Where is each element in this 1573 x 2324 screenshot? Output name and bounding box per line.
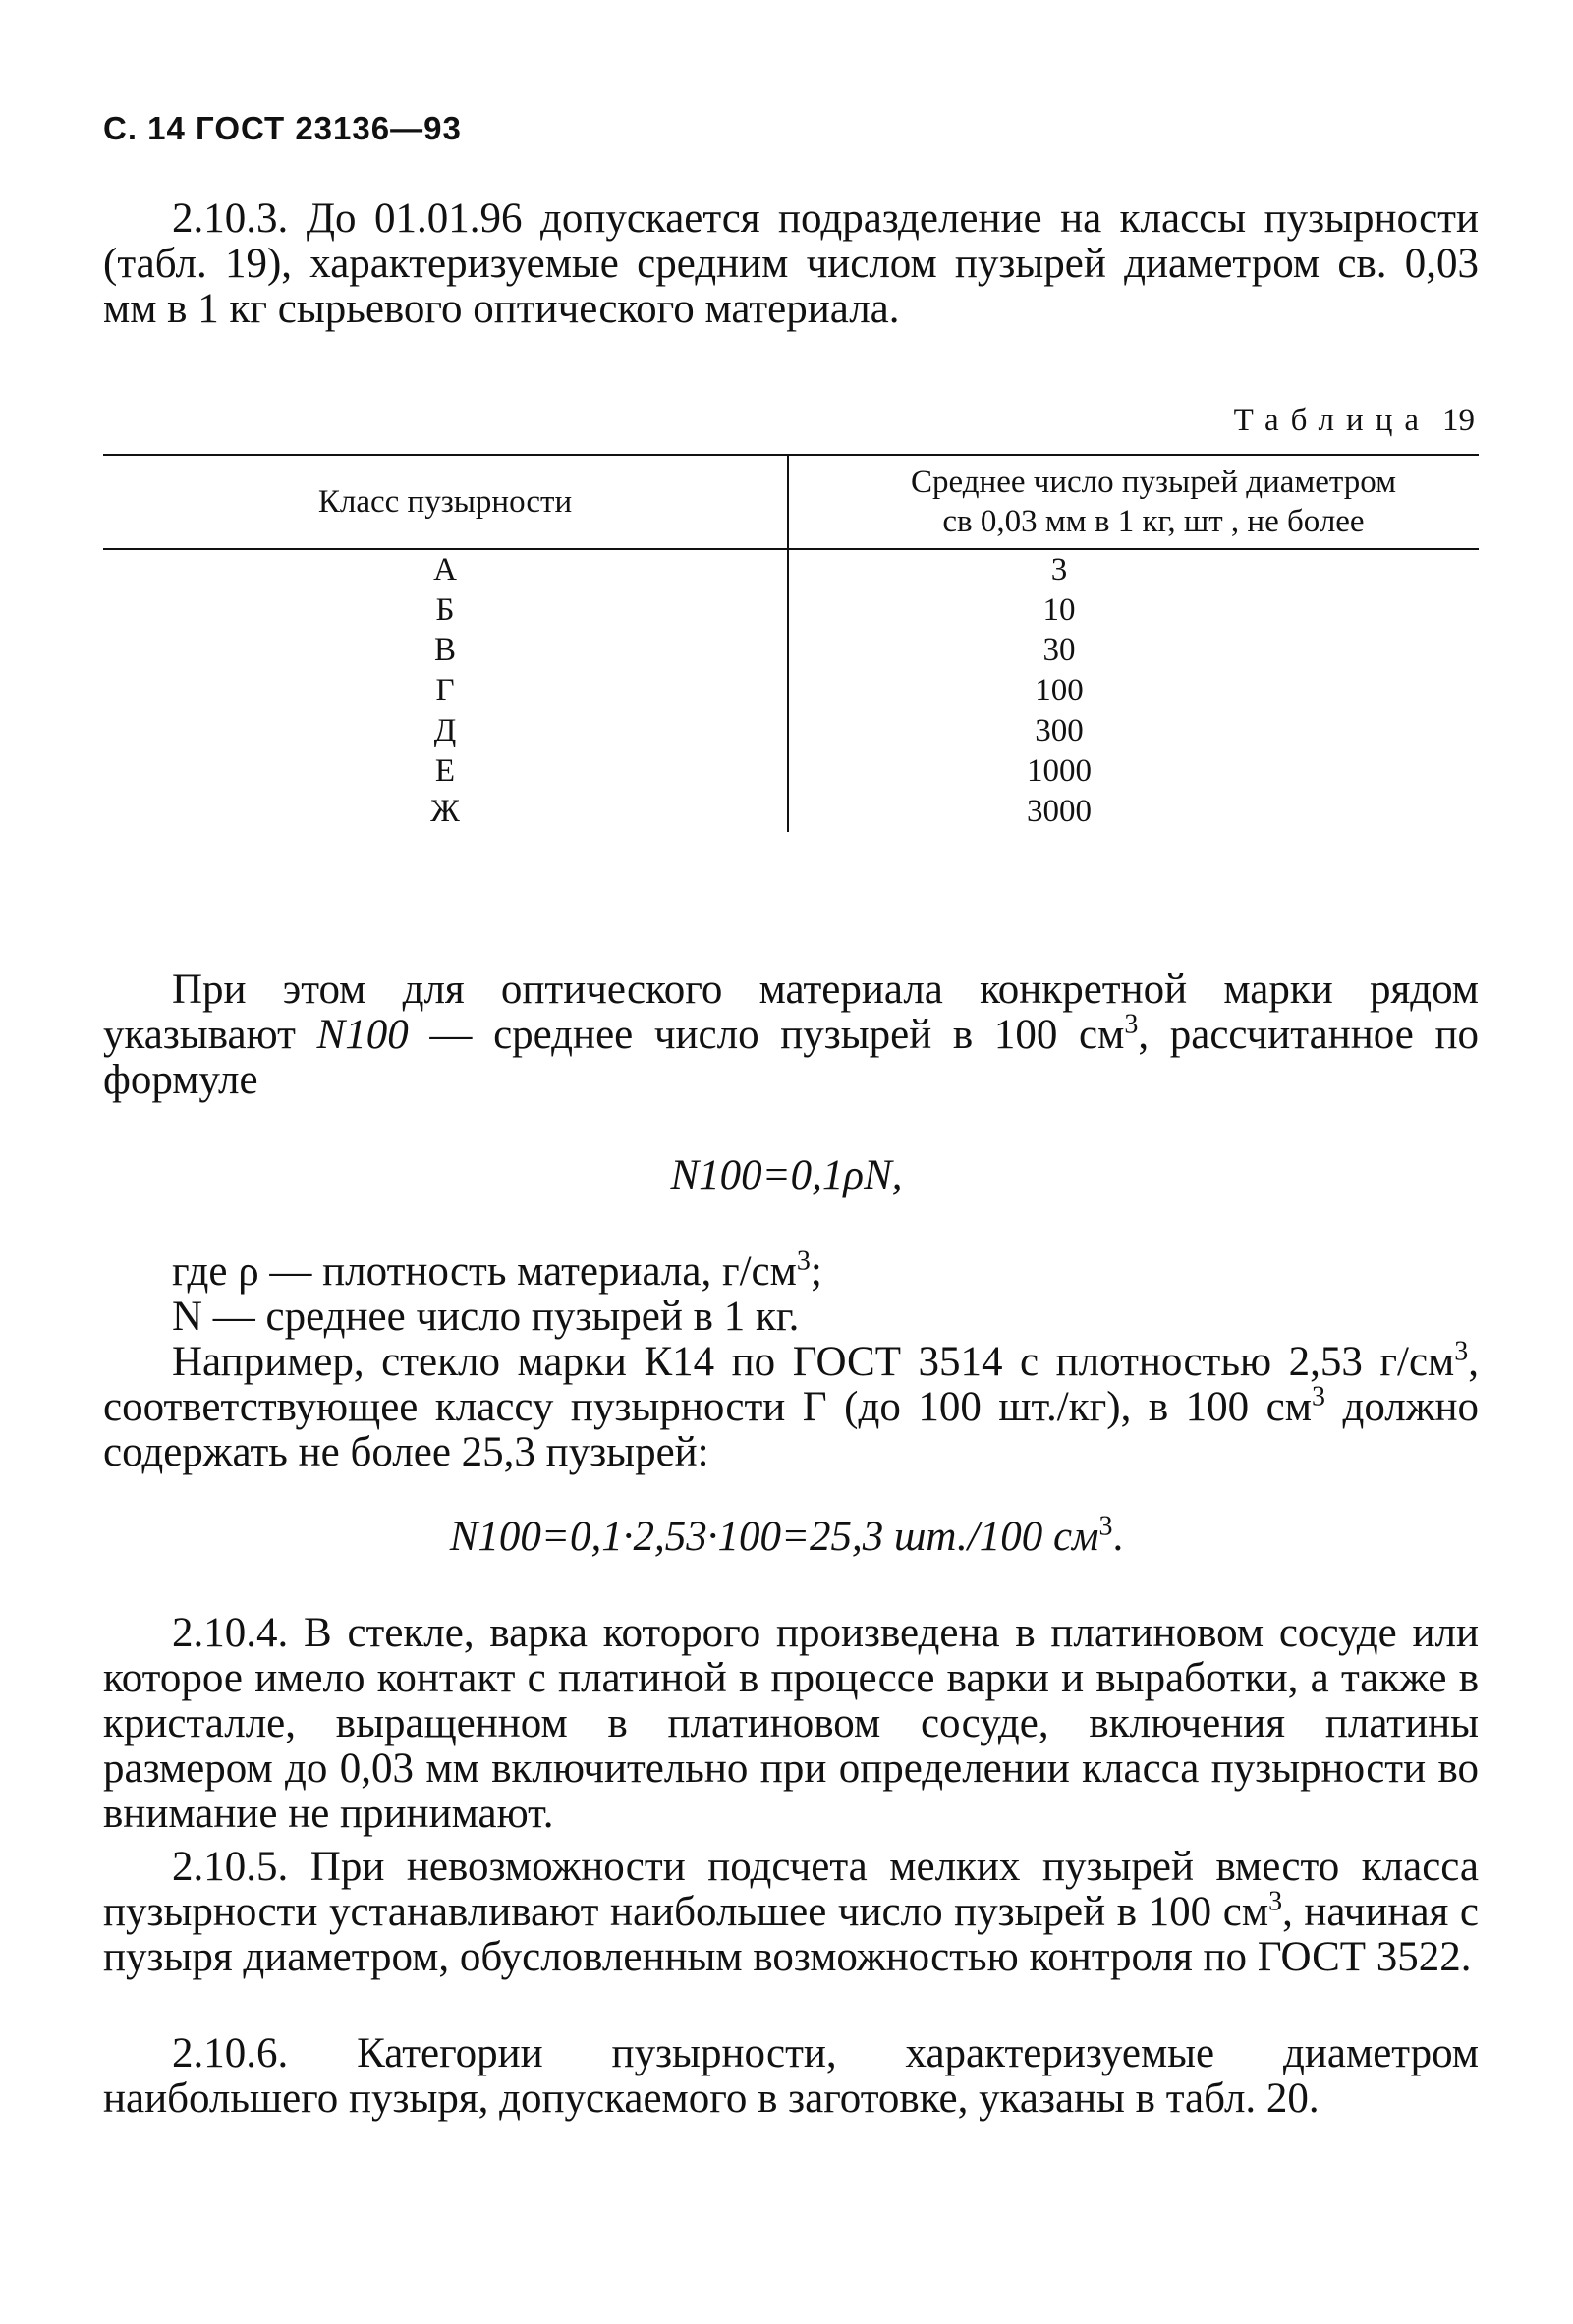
superscript-3: 3 xyxy=(796,1245,811,1277)
table-header-count-line1: Среднее число пузырей диаметром xyxy=(911,465,1396,500)
paragraph-example xyxy=(103,1336,1479,1475)
formula-n100 xyxy=(0,1151,1573,1199)
n100-intro-text-c: , рассчитанное по формуле xyxy=(103,1012,1480,1103)
para-2-10-5-text-b: , начиная с пузыря диаметром, обусловленным возможностью контроля по ГОСТ 3522. xyxy=(103,1889,1479,1980)
where-n-line: N — среднее число пузырей в 1 кг. xyxy=(172,1294,800,1340)
paragraph-2-10-4: 2.10.4. В стекле, варка которого произведена в платиновом сосуде или которое имело контакт с платиной в процессе варки и выработки, а также в кристалле, выращенном в платиновом сосуде, включения платины размером до 0,03 мм включительно при определении класса пузырности во внимание не принимают. xyxy=(103,1610,1479,1837)
table-cell-count-value: 100 xyxy=(1035,673,1084,708)
paragraph-2-10-6: 2.10.6. Категории пузырности, характеризуемые диаметром наибольшего пузыря, допускаемого в заготовке, указаны в табл. 20. xyxy=(103,2030,1479,2122)
formula-example-end: . xyxy=(1112,1514,1124,1560)
table-header-row xyxy=(103,456,1479,548)
table-cell-count-value: 3000 xyxy=(1027,794,1092,829)
table-header-class: Класс пузырности xyxy=(103,456,789,548)
table-cell-count-value: 300 xyxy=(1035,713,1084,748)
paragraph-2-10-3: 2.10.3. До 01.01.96 допускается подразделение на классы пузырности (табл. 19), характеризуемые средним числом пузырей диаметром св. 0,03 мм в 1 кг сырьевого оптического материала. xyxy=(103,195,1479,332)
superscript-3: 3 xyxy=(1098,1511,1113,1542)
example-text-b: , соответствующее классу пузырности Г (до 100 шт./кг), в 100 см xyxy=(103,1339,1479,1430)
table-cell-class: Б xyxy=(435,592,455,628)
table-cell-count xyxy=(789,711,1479,751)
formula-example xyxy=(0,1513,1573,1561)
table-header-count xyxy=(789,456,1479,548)
table-caption xyxy=(1234,403,1475,439)
where-rho-end: ; xyxy=(810,1248,822,1295)
where-rho-text: где ρ — плотность материала, г/см xyxy=(172,1248,797,1295)
table-cell-count-value: 3 xyxy=(1050,552,1068,587)
paragraph-n100-intro xyxy=(103,968,1479,1103)
n100-intro-text-b: — среднее число пузырей в 100 см xyxy=(429,1012,1125,1058)
table-cell-count xyxy=(789,550,1479,590)
table-cell-class: А xyxy=(433,552,457,587)
table-header-count-line2: св 0,03 мм в 1 кг, шт , не более xyxy=(942,504,1365,539)
table-cell-class: В xyxy=(433,633,456,668)
table-cell-class: Д xyxy=(433,713,457,748)
table-count-column xyxy=(789,550,1479,832)
table-cell-count-value: 30 xyxy=(1042,633,1076,668)
table-cell-class: Е xyxy=(434,753,456,789)
table-cell-count xyxy=(789,671,1479,711)
page-header: С. 14 ГОСТ 23136—93 xyxy=(103,110,462,146)
table-caption-number: 19 xyxy=(1442,403,1475,438)
example-text-c: должно содержать не более 25,3 пузырей: xyxy=(103,1384,1479,1475)
table-cell-count xyxy=(789,751,1479,792)
bubble-class-table xyxy=(103,454,1479,832)
n100-intro-text: При этом для оптического материала конкретной марки рядом указывают xyxy=(103,967,1479,1058)
table-caption-word: Таблица xyxy=(1233,403,1431,438)
table-class-column xyxy=(103,550,789,832)
superscript-3: 3 xyxy=(1311,1381,1325,1412)
table-cell-count xyxy=(789,631,1479,671)
table-cell-count xyxy=(789,590,1479,631)
superscript-3: 3 xyxy=(1124,1009,1139,1040)
example-text-a: Например, стекло марки К14 по ГОСТ 3514 с плотностью 2,53 г/см xyxy=(172,1339,1455,1385)
superscript-3: 3 xyxy=(1268,1886,1283,1917)
para-2-10-5-text-a: 2.10.5. При невозможности подсчета мелких пузырей вместо класса пузырности устанавливают наибольшее число пузырей в 100 см xyxy=(103,1844,1479,1935)
table-cell-class: Г xyxy=(435,673,455,708)
superscript-3: 3 xyxy=(1454,1336,1469,1367)
paragraph-2-10-5 xyxy=(103,1845,1479,1980)
table-cell-class: Ж xyxy=(430,794,460,829)
table-cell-count-value: 10 xyxy=(1042,592,1076,628)
formula-n100-text: N100=0,1ρN, xyxy=(670,1152,903,1198)
table-cell-count xyxy=(789,792,1479,832)
formula-example-text: N100=0,1·2,53·100=25,3 шт./100 см xyxy=(449,1514,1099,1560)
table-body xyxy=(103,550,1479,832)
table-cell-count-value: 1000 xyxy=(1027,753,1092,789)
where-rho-line xyxy=(172,1245,822,1295)
n100-symbol: N100 xyxy=(316,1012,409,1058)
